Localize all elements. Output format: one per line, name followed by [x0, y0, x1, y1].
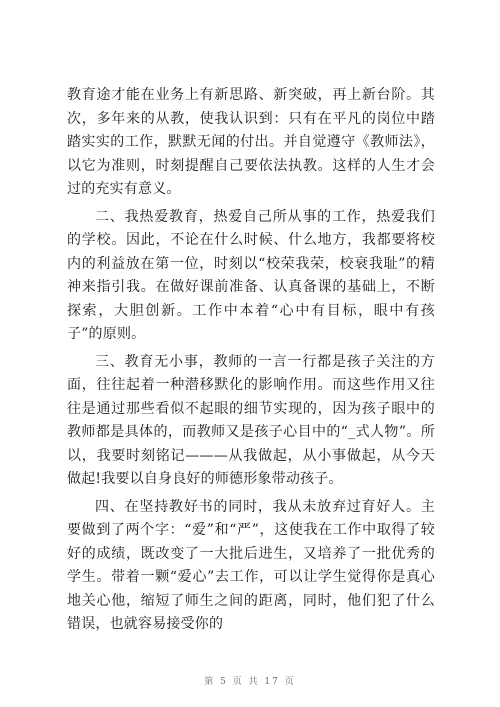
paragraph-3: 三、教育无小事，教师的一言一行都是孩子关注的方面，往往起着一种潜移默化的影响作用。而这些作用又往往是通过那些看似不起眼的细节实现的，因为孩子眼中的教师都是具体的，而教师又是孩子心目中的“_式人物”。所以，我要时刻铭记———从我做起，从小事做起，从今天做起!我要以自身良好的师德形象带动孩子。: [67, 353, 435, 487]
page-number-footer: 第 5 页 共 17 页: [204, 677, 296, 687]
document-body: [67, 84, 435, 641]
paragraph-1: 教育途才能在业务上有新思路、新突破，再上新台阶。其次，多年来的从教，使我认识到：只有在平凡的岗位中踏踏实实的工作，默默无闻的付出。并自觉遵守《教师法》，以它为准则，时刻提醒自己要依法执教。这样的人生才会过的充实有意义。: [67, 87, 435, 197]
paragraph-2: 二、我热爱教育，热爱自己所从事的工作，热爱我们的学校。因此，不论在什么时候、什么地方，我都要将校内的利益放在第一位，时刻以“校荣我荣，校衰我耻”的精神来指引我。在做好课前准备、认真备课的基础上，不断探索，大胆创新。工作中本着“心中有目标，眼中有孩子”的原则。: [67, 208, 435, 342]
paragraph-4: 四、在坚持教好书的同时，我从未放弃过育好人。主要做到了两个字：“爱”和“严”，这使我在工作中取得了较好的成绩，既改变了一大批后进生，又培养了一批优秀的学生。带着一颗“爱心”去工作，可以让学生觉得你是真心地关心他，缩短了师生之间的距离，同时，他们犯了什么错误，也就容易接受你的: [67, 498, 435, 632]
